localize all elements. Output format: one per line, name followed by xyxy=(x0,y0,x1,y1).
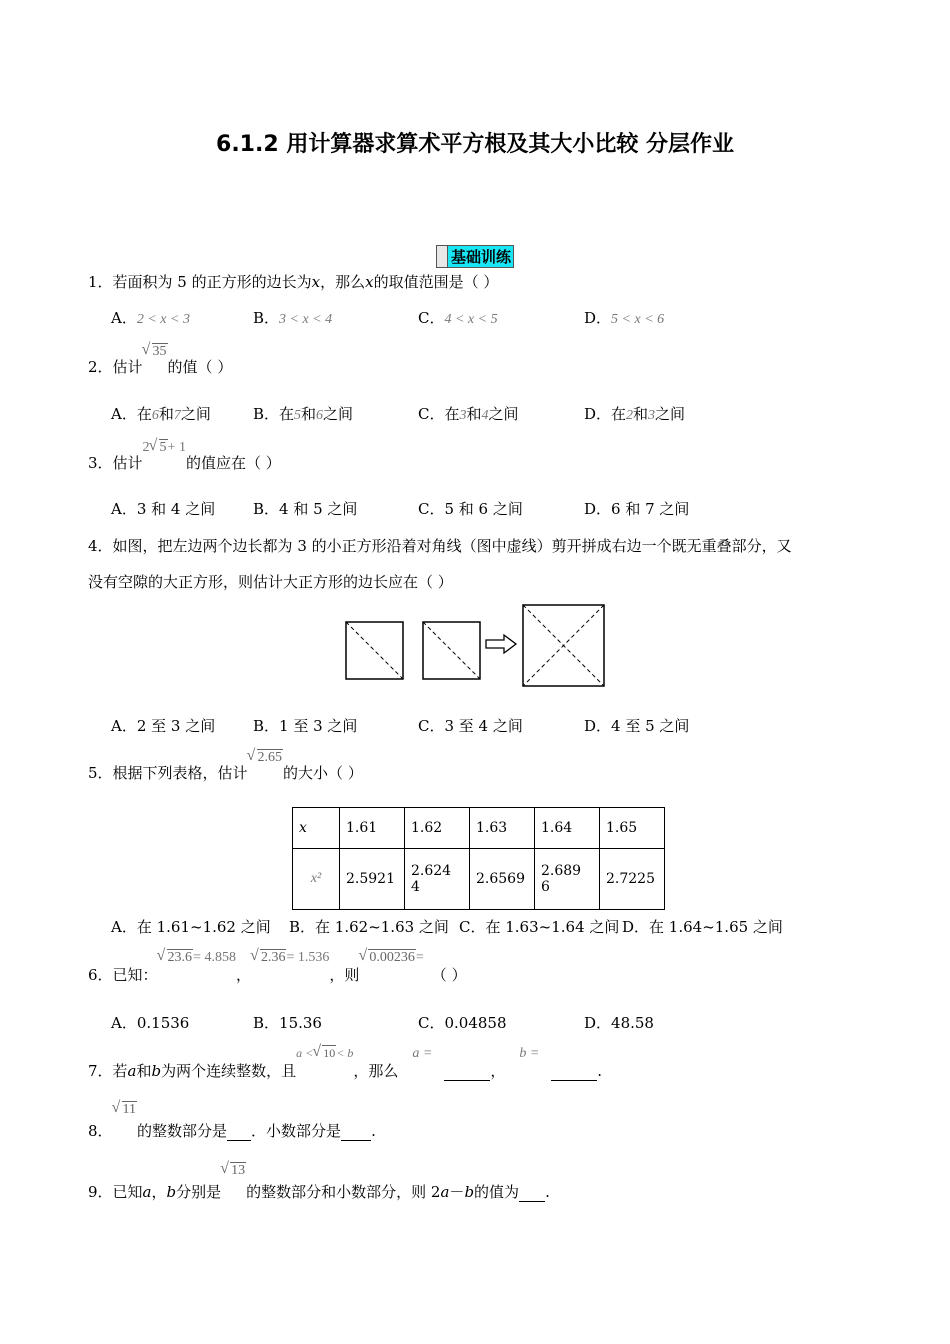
question-1-option-a[interactable]: A．2 < x < 3 xyxy=(111,309,190,327)
sqrt-11: √ 11 xyxy=(113,1102,137,1118)
question-4-option-d[interactable]: D．4 至 5 之间 xyxy=(584,717,690,735)
question-2-option-b[interactable]: B．在5和6之间 xyxy=(253,405,354,423)
table-cell: 2.689 6 xyxy=(535,849,600,910)
table-cell: 1.63 xyxy=(470,808,535,849)
section-label: 基础训练 xyxy=(436,245,514,268)
question-6-option-d[interactable]: D．48.58 xyxy=(584,1014,654,1032)
sqrt-10: √ 10 xyxy=(313,1046,336,1061)
question-2-option-a[interactable]: A．在6和7之间 xyxy=(111,405,211,423)
question-8-stem: 8．√ 11的整数部分是 ．小数部分是 . xyxy=(88,1102,376,1141)
page-title: 6.1.2 用计算器求算术平方根及其大小比较 分层作业 xyxy=(216,132,734,157)
table-cell: 2.624 4 xyxy=(405,849,470,910)
sqrt-13: √ 13 xyxy=(221,1163,246,1179)
question-4-line-2: 没有空隙的大正方形，则估计大正方形的边长应在（ ） xyxy=(88,573,453,591)
question-2-stem: 2．估计√ 35的值（ ） xyxy=(88,344,232,377)
question-2-option-d[interactable]: D．在2和3之间 xyxy=(584,405,686,423)
question-2-option-c[interactable]: C．在3和4之间 xyxy=(418,405,519,423)
table-cell: 2.6569 xyxy=(470,849,535,910)
sqrt-35: √ 35 xyxy=(143,344,168,360)
sqrt-23.6: √ 23.6 xyxy=(158,950,194,966)
question-1-option-c[interactable]: C．4 < x < 5 xyxy=(418,309,498,327)
values-table xyxy=(292,807,665,910)
diagonal-left xyxy=(346,622,403,679)
section-header xyxy=(0,245,950,268)
question-6-option-c[interactable]: C．0.04858 xyxy=(418,1014,507,1032)
question-9-stem: 9．已知a，b分别是√ 13的整数部分和小数部分，则 2a－b的值为 . xyxy=(88,1163,550,1202)
table-cell: 2.7225 xyxy=(600,849,665,910)
table-row xyxy=(293,849,665,910)
table-row xyxy=(293,808,665,849)
question-5-stem: 5．根据下列表格，估计√ 2.65的大小（ ） xyxy=(88,750,363,783)
question-4-option-c[interactable]: C．3 至 4 之间 xyxy=(418,717,523,735)
question-1-option-d[interactable]: D．5 < x < 6 xyxy=(584,309,665,327)
table-cell: 1.61 xyxy=(340,808,405,849)
table-cell: 1.64 xyxy=(535,808,600,849)
question-6-stem: 6．已知：√ 23.6= 4.858，√ 2.36= 1.536，则√ 0.00236=（ ） xyxy=(88,950,467,985)
question-1-option-b[interactable]: B．3 < x < 4 xyxy=(253,309,333,327)
question-4-option-a[interactable]: A．2 至 3 之间 xyxy=(111,717,216,735)
table-cell: 2.5921 xyxy=(340,849,405,910)
question-3-option-b[interactable]: B．4 和 5 之间 xyxy=(253,500,358,518)
small-square-left xyxy=(346,622,403,679)
answer-blank-integer[interactable] xyxy=(227,1140,251,1141)
sqrt-5: √ 5 xyxy=(150,440,168,456)
question-7-stem: 7．若a和b为两个连续整数，且$^{a <}$√ $10^{< b}$，那么a =，b =. xyxy=(88,1046,602,1081)
question-5-option-a[interactable]: A．在 1.61~1.62 之间 xyxy=(111,918,271,936)
question-3-option-d[interactable]: D．6 和 7 之间 xyxy=(584,500,690,518)
arrow-icon xyxy=(486,635,516,653)
answer-blank-value[interactable] xyxy=(519,1201,545,1202)
question-3-stem: 3．估计2√ 5+ 1的值应在（ ） xyxy=(88,440,281,473)
diagonal-right xyxy=(423,622,480,679)
table-cell: 1.65 xyxy=(600,808,665,849)
table-header-x: x xyxy=(293,808,340,849)
question-6-option-a[interactable]: A．0.1536 xyxy=(111,1014,190,1032)
sqrt-2.36: √ 2.36 xyxy=(251,950,287,966)
question-5-option-c[interactable]: C．在 1.63~1.64 之间 xyxy=(459,918,620,936)
answer-blank-decimal[interactable] xyxy=(341,1140,371,1141)
squares-figure xyxy=(340,600,610,692)
sqrt-0.00236: √ 0.00236 xyxy=(359,950,416,966)
small-square-right xyxy=(423,622,480,679)
table-header-x-squared: x² xyxy=(293,849,340,910)
question-3-option-c[interactable]: C．5 和 6 之间 xyxy=(418,500,523,518)
question-5-option-d[interactable]: D．在 1.64~1.65 之间 xyxy=(622,918,783,936)
answer-blank-a[interactable] xyxy=(444,1080,490,1081)
question-4-option-b[interactable]: B．1 至 3 之间 xyxy=(253,717,358,735)
sqrt-2.65: √ 2.65 xyxy=(248,750,284,766)
question-3-option-a[interactable]: A．3 和 4 之间 xyxy=(111,500,216,518)
question-6-option-b[interactable]: B．15.36 xyxy=(253,1014,322,1032)
question-4-line-1: 4．如图，把左边两个边长都为 3 的小正方形沿着对角线（图中虚线）剪开拼成右边一个既无重叠部分，又 xyxy=(88,537,792,555)
question-1-stem: 1．若面积为 5 的正方形的边长为x，那么x的取值范围是（ ） xyxy=(88,273,499,291)
table-cell: 1.62 xyxy=(405,808,470,849)
question-5-option-b[interactable]: B．在 1.62~1.63 之间 xyxy=(289,918,449,936)
answer-blank-b[interactable] xyxy=(551,1080,597,1081)
